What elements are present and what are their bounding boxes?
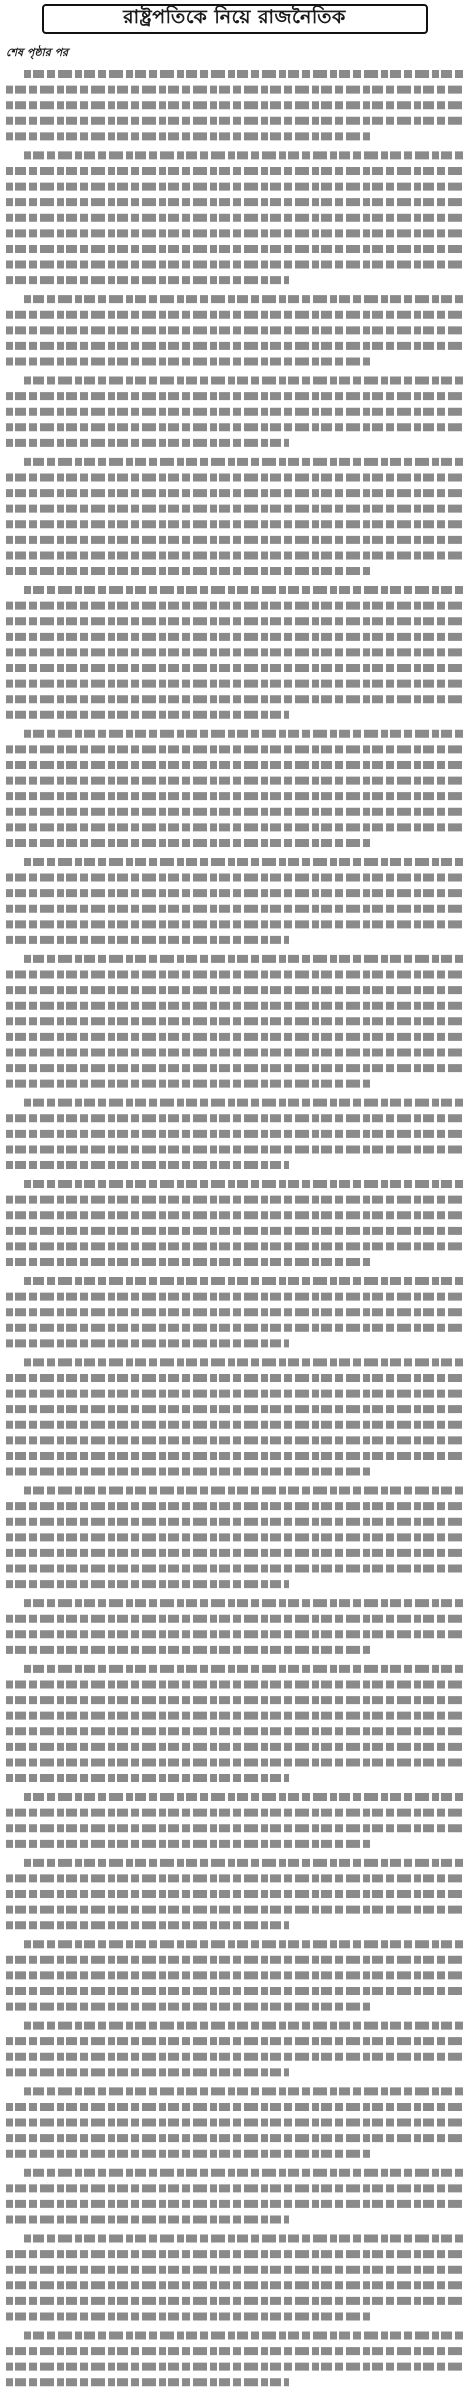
text-line [6,677,463,690]
text-line [6,355,372,368]
text-line [6,1821,463,1834]
text-line [6,1255,372,1268]
text-line [6,661,463,674]
text-line [6,2116,463,2129]
text-line [6,339,463,352]
dateline: শেষ পৃষ্ঠার পর [6,46,69,59]
text-line [24,292,463,305]
text-line [6,1433,463,1446]
text-line [6,1530,463,1543]
text-line [6,1577,289,1590]
headline [42,4,428,34]
text-line [6,548,463,561]
text-line [6,2294,463,2307]
paragraph [6,1790,463,1850]
text-line [6,242,463,255]
paragraph [6,1274,463,1349]
text-line [24,2084,463,2097]
text-line [6,420,463,433]
text-line [6,258,463,271]
text-line [6,2181,463,2194]
text-line [24,455,463,468]
paragraph [6,1355,463,1477]
text-line [6,1045,463,1058]
text-line [6,1515,463,1528]
text-line [24,1790,463,1803]
text-line [6,1984,463,1997]
text-line [6,902,463,915]
text-line [6,405,463,418]
paragraph [6,292,463,367]
text-line [24,1096,463,1109]
text-line [6,999,463,1012]
paragraph [6,855,463,946]
text-line [6,886,463,899]
text-line [6,599,463,612]
text-line [6,2263,463,2276]
text-line [24,2232,463,2245]
paragraph [6,952,463,1090]
text-line [6,758,463,771]
text-line [24,1937,463,1950]
text-line [6,1290,463,1303]
text-line [6,1968,463,1981]
text-line [6,1111,463,1124]
article-body [6,67,463,2388]
text-line [6,2050,463,2063]
paragraph [6,1596,463,1656]
text-line [6,211,463,224]
text-line [6,98,463,111]
text-line [24,727,463,740]
text-line [6,1499,463,1512]
paragraph [6,1096,463,1171]
text-line [6,917,463,930]
paragraph [6,455,463,577]
paragraph [6,727,463,849]
paragraph [6,2232,463,2323]
text-line [6,273,289,286]
text-line [6,502,463,515]
text-line [24,583,463,596]
text-line [6,1402,463,1415]
text-line [24,855,463,868]
text-line [6,323,463,336]
text-line [6,1724,463,1737]
text-line [6,2034,463,2047]
paragraph [6,2328,463,2388]
paragraph [6,2019,463,2079]
text-line [6,1643,372,1656]
text-line [6,820,463,833]
paragraph [6,583,463,721]
text-line [6,774,463,787]
text-line [6,1953,463,1966]
text-line [6,614,463,627]
text-line [6,180,463,193]
text-line [6,871,463,884]
text-line [6,1305,463,1318]
text-line [6,1627,463,1640]
text-line [6,1142,463,1155]
paragraph [6,148,463,286]
text-line [6,1755,463,1768]
text-line [6,1887,463,1900]
paragraph [6,1856,463,1931]
text-line [6,1837,372,1850]
paragraph [6,1937,463,2012]
text-line [6,630,463,643]
text-line [24,2166,463,2179]
text-line [6,2000,372,2013]
text-line [6,533,463,546]
text-line [6,2360,463,2373]
text-line [6,2197,463,2210]
text-line [6,1387,463,1400]
text-line [6,1740,463,1753]
text-line [6,1208,463,1221]
text-line [6,164,463,177]
text-line [6,1449,463,1462]
text-line [6,1336,289,1349]
text-line [6,1127,463,1140]
text-line [6,1371,463,1384]
text-line [6,389,463,402]
text-line [6,2213,289,2226]
text-line [24,374,463,387]
text-line [6,2065,289,2078]
text-line [6,1903,463,1916]
text-line [24,2019,463,2032]
text-line [6,1709,463,1722]
text-line [24,67,463,80]
text-line [6,486,463,499]
text-line [24,1856,463,1869]
text-line [6,836,372,849]
text-line [6,83,463,96]
text-line [6,1418,463,1431]
text-line [6,1193,463,1206]
text-line [6,129,372,142]
text-line [6,1030,463,1043]
text-line [6,805,463,818]
text-line [6,645,463,658]
text-line [6,1806,463,1819]
text-line [6,517,463,530]
text-line [6,1158,289,1171]
paragraph [6,374,463,449]
text-line [24,148,463,161]
text-line [24,1355,463,1368]
text-line [24,1596,463,1609]
paragraph [6,1484,463,1591]
text-line [6,1693,463,1706]
text-line [6,308,463,321]
text-line [6,1918,289,1931]
text-line [6,470,463,483]
headline-text: রাষ্ট্রপতিকে নিয়ে রাজনৈতিক [123,6,346,28]
paragraph [6,67,463,142]
text-line [6,1546,463,1559]
text-line [6,968,463,981]
text-line [6,933,289,946]
text-line [24,1177,463,1190]
text-line [24,1662,463,1675]
newspaper-clipping [0,4,469,1934]
text-line [6,564,372,577]
text-line [6,1612,463,1625]
text-line [6,1771,289,1784]
text-line [6,2100,463,2113]
text-line [6,2375,289,2388]
text-line [6,1321,463,1334]
text-line [24,2328,463,2341]
text-line [6,789,463,802]
text-line [6,742,463,755]
text-line [6,1677,463,1690]
text-line [6,2247,463,2260]
text-line [6,114,463,127]
text-line [6,692,463,705]
text-line [6,195,463,208]
paragraph [6,1662,463,1784]
text-line [6,1239,463,1252]
text-line [6,436,289,449]
text-line [6,983,463,996]
text-line [6,1465,372,1478]
text-line [6,1077,372,1090]
text-line [24,1484,463,1497]
paragraph [6,2084,463,2159]
text-line [6,2131,463,2144]
text-line [6,1871,463,1884]
text-line [6,1061,463,1074]
text-line [6,2278,463,2291]
text-line [6,1224,463,1237]
paragraph [6,1177,463,1268]
text-line [6,1562,463,1575]
text-line [6,2309,372,2322]
text-line [6,2147,372,2160]
text-line [24,1274,463,1287]
text-line [6,226,463,239]
text-line [6,708,289,721]
paragraph [6,2166,463,2226]
text-line [6,2344,463,2357]
text-line [6,1014,463,1027]
text-line [24,952,463,965]
